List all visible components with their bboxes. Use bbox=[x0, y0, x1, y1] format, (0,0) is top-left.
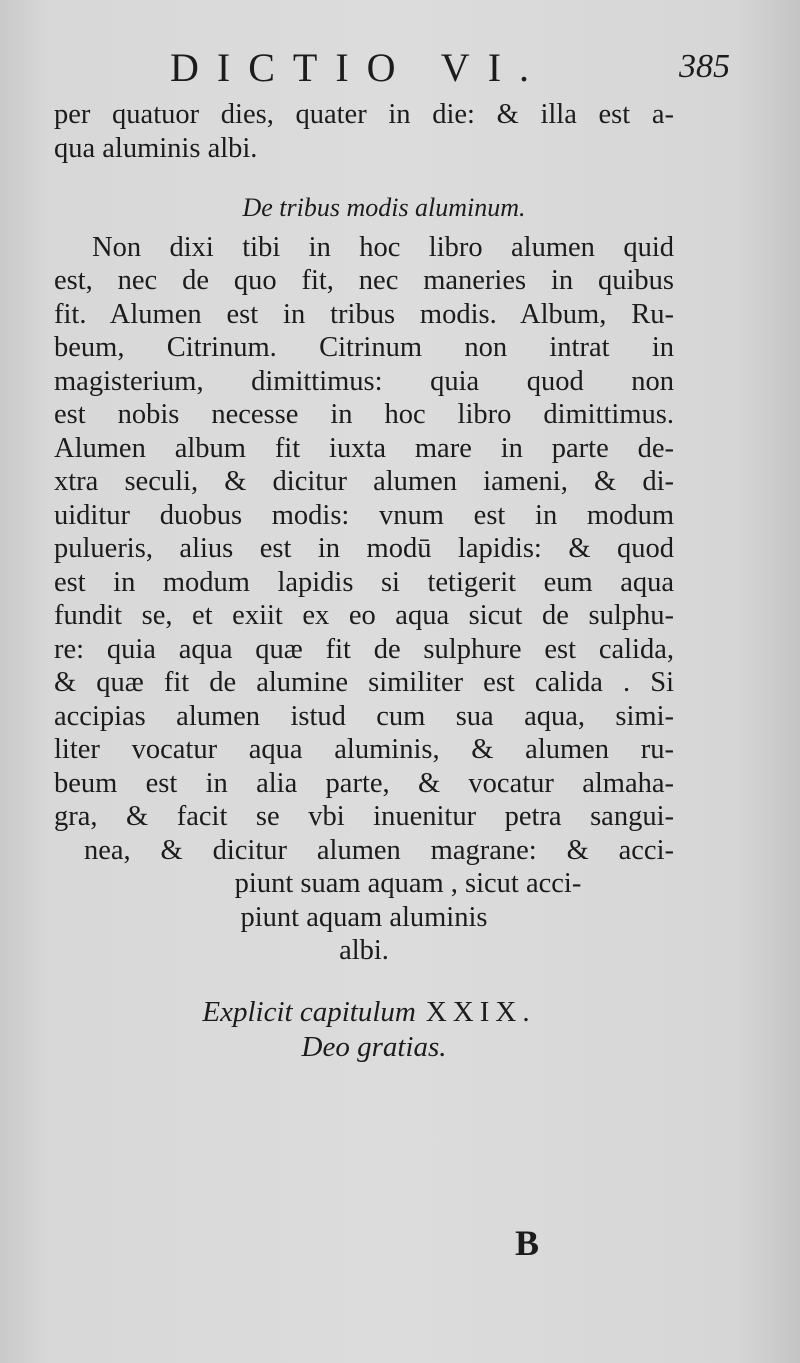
text-line: nea, & dicitur alumen magrane: & acci- bbox=[84, 834, 674, 866]
text-line: xtra seculi, & dicitur alumen iameni, & di- bbox=[54, 466, 674, 497]
text-line: Non dixi tibi in hoc libro alumen quid bbox=[92, 231, 674, 263]
text-line: accipias alumen istud cum sua aqua, simi- bbox=[54, 700, 674, 732]
running-head: DICTIO VI. bbox=[170, 45, 548, 90]
text-line: fit. Alumen est in tribus modis. Album, Ru- bbox=[54, 298, 674, 330]
text-line: beum, Citrinum. Citrinum non intrat in bbox=[54, 332, 674, 363]
text-line: & quæ fit de alumine similiter est calida . Si bbox=[54, 667, 674, 698]
text-line: fundit se, et exiit ex eo aqua sicut de sulphu- bbox=[54, 600, 674, 631]
page-header bbox=[170, 44, 730, 94]
text-line: liter vocatur aqua aluminis, & alumen ru- bbox=[54, 734, 674, 765]
text-line: beum est in alia parte, & vocatur almaha- bbox=[54, 767, 674, 799]
text-line: gra, & facit se vbi inuenitur petra sangui- bbox=[54, 801, 674, 832]
text-line: albi. bbox=[339, 935, 389, 966]
text-line: re: quia aqua quæ fit de sulphure est calida, bbox=[54, 633, 674, 665]
page-number: 385 bbox=[679, 48, 730, 85]
text-line: piunt suam aquam , sicut acci- bbox=[234, 868, 582, 899]
text-line: est in modum lapidis si tetigerit eum aqua bbox=[54, 566, 674, 598]
text-line: pulueris, alius est in modū lapidis: & quod bbox=[54, 533, 674, 564]
text-line: magisterium, dimittimus: quia quod non bbox=[54, 365, 674, 397]
explicit-text: Explicit capitulum bbox=[202, 995, 416, 1028]
text-line: per quatuor dies, quater in die: & illa est a- bbox=[54, 99, 674, 130]
text-line: Alumen album fit iuxta mare in parte de- bbox=[54, 432, 674, 464]
main-text bbox=[54, 98, 674, 1065]
text-line: uiditur duobus modis: vnum est in modum bbox=[54, 499, 674, 531]
section-heading: De tribus modis aluminum. bbox=[242, 193, 526, 222]
text-line: est, nec de quo fit, nec maneries in quibus bbox=[54, 265, 674, 296]
chapter-number: XXIX. bbox=[425, 995, 536, 1028]
text-line: qua aluminis albi. bbox=[54, 132, 258, 164]
signature-mark: B bbox=[515, 1223, 540, 1263]
explicit-line bbox=[54, 996, 674, 1030]
closing-formula: Deo gratias. bbox=[301, 1031, 447, 1063]
text-line: est nobis necesse in hoc libro dimittimus. bbox=[54, 399, 674, 430]
text-line: piunt aquam aluminis bbox=[240, 901, 488, 933]
